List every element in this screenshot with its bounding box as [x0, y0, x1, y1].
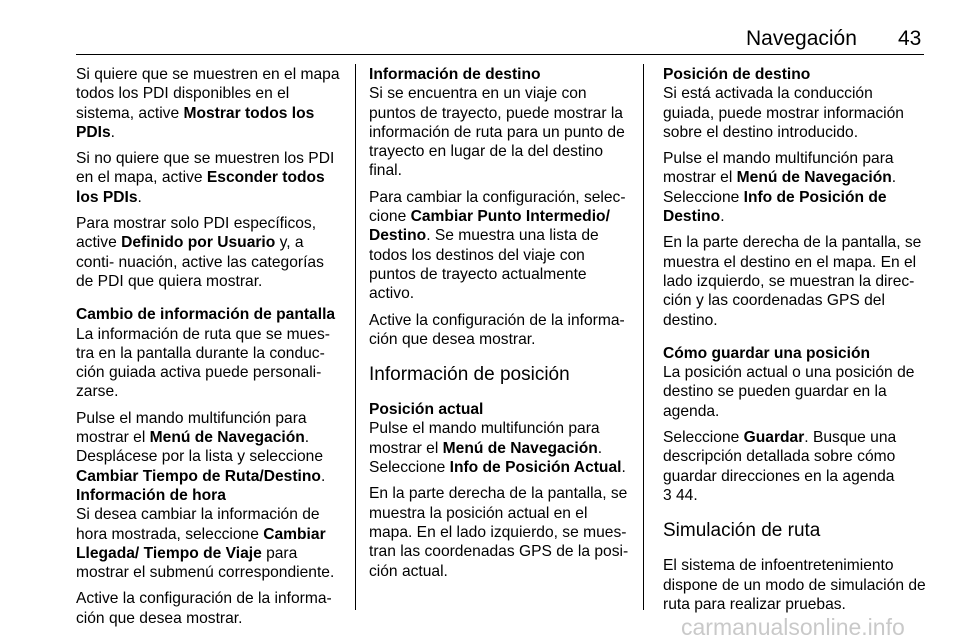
section-heading-current-position: Posición actual	[369, 401, 484, 419]
paragraph-time-info: Si desea cambiar la información de hora mostrada, seleccione Cambiar Llegada/ Tiempo de Viaje para mostrar el submenú correspondiente.	[76, 506, 335, 582]
paragraph-show-all-pois: Si quiere que se muestren en el mapa todos los PDI disponibles en el sistema, active Mostrar todos los PDIs.	[76, 66, 340, 141]
paragraph-save-button-info: Seleccione Guardar. Busque una descripción detallada sobre cómo guardar direcciones en la agenda 3 44.	[663, 429, 897, 504]
heading-position-info: Información de posición	[369, 364, 570, 386]
page-title: Navegación	[746, 27, 857, 50]
option-save: Guardar	[743, 429, 805, 447]
heading-route-simulation: Simulación de ruta	[663, 520, 821, 542]
column-divider-1	[355, 64, 356, 610]
paragraph-destination-map: En la parte derecha de la pantalla, se muestra el destino en el mapa. En el lado izquierdo, se muestran la direc- ción y las coordenadas GPS del destino.	[663, 234, 922, 329]
paragraph-current-position-map: En la parte derecha de la pantalla, se muestra la posición actual en el mapa. En el lado izquierdo, se mues- tran las coordenadas GPS de la posi- ción actual.	[369, 485, 629, 580]
column-2	[369, 65, 633, 588]
paragraph-save-position: La posición actual o una posición de destino se pueden guardar en la agenda.	[663, 364, 915, 420]
option-change-arrival-time: Cambiar Llegada/ Tiempo de Viaje	[76, 525, 326, 562]
paragraph-activate-setting-2: Active la configuración de la informa- ción que desea mostrar.	[369, 311, 625, 348]
paragraph-destination-position-select: Pulse el mando multifunción para mostrar el Menú de Navegación. Seleccione Info de Posición de Destino.	[663, 150, 897, 226]
section-heading-destination-position: Posición de destino	[663, 66, 811, 83]
option-hide-all-pois: Esconder todos los PDIs	[76, 169, 325, 206]
section-heading-save-position: Cómo guardar una posición	[663, 344, 871, 362]
paragraph-current-position: Pulse el mando multifunción para mostrar el Menú de Navegación. Seleccione Info de Posición Actual.	[369, 420, 626, 477]
page-number: 43	[898, 27, 922, 50]
page-reference: 3 44.	[663, 486, 698, 504]
column-1	[76, 65, 342, 635]
section-heading-time-info: Información de hora	[76, 486, 226, 504]
paragraph-destination-position: Si está activada la conducción guiada, puede mostrar información sobre el destino introducido.	[663, 85, 904, 141]
paragraph-change-route-time: Pulse el mando multifunción para mostrar el Menú de Navegación. Desplácese por la lista y seleccione Cambiar Tiempo de Ruta/Destino.	[76, 409, 326, 485]
section-heading-screen-info: Cambio de información de pantalla	[76, 306, 336, 324]
menu-navigation: Menú de Navegación	[149, 429, 305, 447]
paragraph-user-defined: Para mostrar solo PDI específicos, active Definido por Usuario y, a conti- nuación, active las categorías de PDI que quiera mostrar.	[76, 215, 324, 290]
paragraph-activate-setting-1: Active la configuración de la informa- ción que desea mostrar.	[76, 590, 332, 627]
option-destination-position-info: Info de Posición de Destino	[663, 188, 887, 226]
paragraph-route-simulation: El sistema de infoentretenimiento dispone de un modo de simulación de ruta para realizar pruebas.	[663, 557, 926, 613]
paragraph-hide-all-pois: Si no quiere que se muestren los PDI en el mapa, active Esconder todos los PDIs.	[76, 150, 335, 206]
column-divider-2	[643, 64, 644, 610]
menu-navigation: Menú de Navegación	[442, 439, 598, 457]
paragraph-screen-info: La información de ruta que se mues- tra en la pantalla durante la conduc- ción guiada activa puede personali- zarse.	[76, 325, 330, 401]
option-user-defined: Definido por Usuario	[121, 234, 276, 252]
menu-navigation: Menú de Navegación	[736, 169, 892, 187]
option-change-waypoint: Cambiar Punto Intermedio/ Destino	[369, 208, 610, 245]
option-current-position-info: Info de Posición Actual	[449, 459, 622, 477]
option-show-all-pois: Mostrar todos los PDIs	[76, 104, 315, 141]
watermark: carmanualsonline.info	[681, 614, 905, 640]
section-heading-destination-info: Información de destino	[369, 66, 541, 83]
option-change-route-time: Cambiar Tiempo de Ruta/Destino	[76, 467, 321, 485]
paragraph-destination-info: Si se encuentra en un viaje con puntos de trayecto, puede mostrar la información de ruta para un punto de trayecto en lugar de la del destino final.	[369, 85, 625, 180]
column-3	[663, 65, 927, 621]
paragraph-change-waypoint: Para cambiar la configuración, selec- cione Cambiar Punto Intermedio/ Destino. Se muestra una lista de todos los destinos del viaje con puntos de trayecto actualmente activo.	[369, 188, 626, 303]
header-rule	[76, 54, 924, 55]
